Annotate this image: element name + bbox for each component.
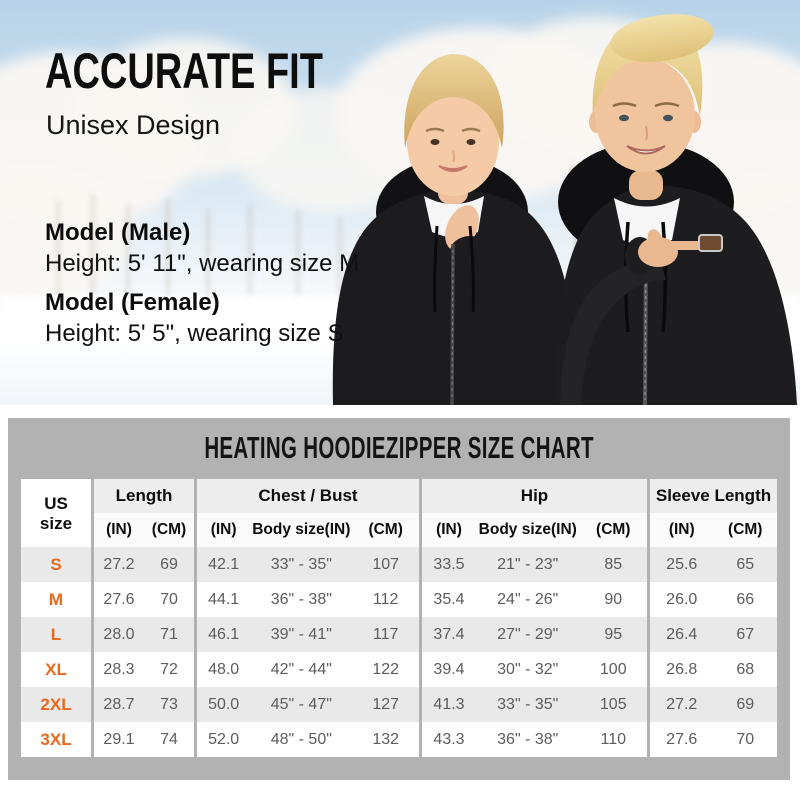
table-row: 52.0 48" - 50" 132 <box>197 722 419 757</box>
length-subheader <box>94 513 194 547</box>
model-male-label: Model (Male) <box>45 219 191 246</box>
hip-body-header: Body size(IN) <box>478 521 577 538</box>
us-size-header <box>21 479 91 547</box>
size-chart-title-row <box>8 418 790 478</box>
size-label: 3XL <box>40 729 72 749</box>
length-header: Length <box>94 479 194 513</box>
table-row: 26.8 68 <box>650 652 777 687</box>
chest-in-header: (IN) <box>210 521 237 538</box>
sleeve-header: Sleeve Length <box>650 479 777 513</box>
table-row <box>21 547 91 582</box>
table-row: 46.1 39" - 41" 117 <box>197 617 419 652</box>
us-size-header-line1: US <box>44 493 68 513</box>
chest-body-header: Body size(IN) <box>252 521 351 538</box>
us-size-header-line2: size <box>39 513 73 533</box>
table-row: 29.1 74 <box>94 722 194 757</box>
table-row <box>21 687 91 722</box>
column-group-chest-bust <box>197 479 419 757</box>
table-row: 28.3 72 <box>94 652 194 687</box>
column-group-length <box>94 479 194 757</box>
hip-subheader <box>422 513 647 547</box>
size-chart-table <box>21 479 777 757</box>
table-row: 27.2 69 <box>650 687 777 722</box>
column-group-hip <box>422 479 647 757</box>
column-group-sleeve-length <box>650 479 777 757</box>
table-row: 28.0 71 <box>94 617 194 652</box>
table-row: 26.0 66 <box>650 582 777 617</box>
table-row <box>21 722 91 757</box>
sleeve-in-header: (IN) <box>668 521 695 538</box>
table-row <box>21 582 91 617</box>
hero-subtitle: Unisex Design <box>46 110 221 140</box>
size-chart-panel <box>8 418 790 780</box>
column-group-us-size <box>21 479 91 757</box>
hip-cm-header: (CM) <box>596 521 631 538</box>
table-row: 33.5 21" - 23" 85 <box>422 547 647 582</box>
model-male-detail: Height: 5' 11", wearing size M <box>45 250 360 277</box>
table-row: 50.0 45" - 47" 127 <box>197 687 419 722</box>
table-row: 44.1 36" - 38" 112 <box>197 582 419 617</box>
model-female-label: Model (Female) <box>45 289 220 316</box>
table-row: 27.6 70 <box>94 582 194 617</box>
length-cm-header: (CM) <box>151 521 187 538</box>
sleeve-cm-header: (CM) <box>728 521 763 538</box>
table-row <box>21 617 91 652</box>
size-label: S <box>50 554 62 574</box>
table-row: 48.0 42" - 44" 122 <box>197 652 419 687</box>
hip-in-header: (IN) <box>436 521 462 538</box>
size-chart-title: HEATING HOODIEZIPPER SIZE CHART <box>204 430 594 465</box>
table-row: 43.3 36" - 38" 110 <box>422 722 647 757</box>
size-label: XL <box>45 659 67 679</box>
length-in-header: (IN) <box>106 521 132 538</box>
size-label: M <box>48 589 64 609</box>
table-row <box>21 652 91 687</box>
table-row: 37.4 27" - 29" 95 <box>422 617 647 652</box>
table-row: 39.4 30" - 32" 100 <box>422 652 647 687</box>
table-row: 28.7 73 <box>94 687 194 722</box>
size-label: L <box>50 624 62 644</box>
sleeve-subheader <box>650 513 777 547</box>
table-row: 27.6 70 <box>650 722 777 757</box>
table-row: 35.4 24" - 26" 90 <box>422 582 647 617</box>
model-female-detail: Height: 5' 5", wearing size S <box>45 320 344 347</box>
size-label: 2XL <box>40 694 72 714</box>
hero-title: ACCURATE FIT <box>45 43 323 99</box>
table-row: 41.3 33" - 35" 105 <box>422 687 647 722</box>
chest-cm-header: (CM) <box>368 521 403 538</box>
table-row: 42.1 33" - 35" 107 <box>197 547 419 582</box>
chest-header: Chest / Bust <box>197 479 419 513</box>
table-row: 26.4 67 <box>650 617 777 652</box>
chest-subheader <box>197 513 419 547</box>
table-row: 27.2 69 <box>94 547 194 582</box>
hip-header: Hip <box>422 479 647 513</box>
table-row: 25.6 65 <box>650 547 777 582</box>
